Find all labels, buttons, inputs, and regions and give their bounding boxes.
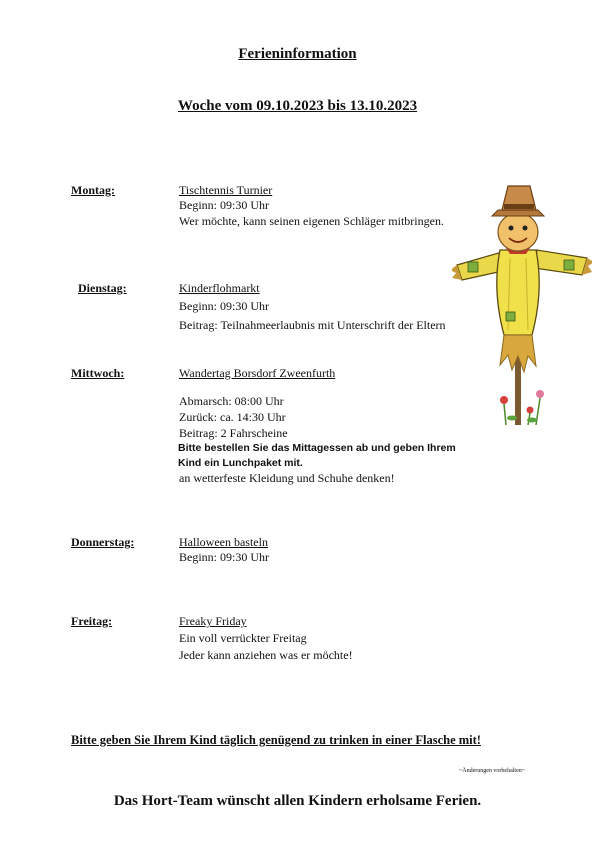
day-label-monday: Montag: <box>71 183 115 197</box>
lunch-note: Bitte bestellen Sie das Mittagessen ab und geben Ihrem <box>178 442 456 454</box>
changes-disclaimer: ~Änderungen vorbehalten~ <box>459 768 525 774</box>
tuesday-line: Beitrag: Teilnahmeerlaubnis mit Unterschrift der Eltern <box>179 318 446 332</box>
day-label-tuesday: Dienstag: <box>78 281 127 295</box>
day-label-friday: Freitag: <box>71 614 113 628</box>
week-heading: Woche vom 09.10.2023 bis 13.10.2023 <box>177 98 418 114</box>
drinking-notice: Bitte geben Sie Ihrem Kind täglich genügend zu trinken in einer Flasche mit! <box>71 733 481 747</box>
monday-line: Beginn: 09:30 Uhr <box>179 198 269 212</box>
activity-monday: Tischtennis Turnier <box>179 183 273 197</box>
thursday-line: Beginn: 09:30 Uhr <box>179 550 269 564</box>
closing-message: Das Hort-Team wünscht allen Kindern erholsame Ferien. <box>113 793 482 809</box>
friday-line: Jeder kann anziehen was er möchte! <box>179 648 353 662</box>
monday-line: Wer möchte, kann seinen eigenen Schläger mitbringen. <box>179 214 444 228</box>
activity-wednesday: Wandertag Borsdorf Zweenfurth <box>179 366 336 380</box>
friday-line: Ein voll verrückter Freitag <box>179 631 307 645</box>
activity-thursday: Halloween basteln <box>179 535 268 549</box>
wednesday-line: Beitrag: 2 Fahrscheine <box>179 426 288 440</box>
wednesday-line: Zurück: ca. 14:30 Uhr <box>179 410 286 424</box>
wednesday-line: Abmarsch: 08:00 Uhr <box>179 394 284 408</box>
lunch-note: Kind ein Lunchpaket mit. <box>178 457 303 469</box>
tuesday-line: Beginn: 09:30 Uhr <box>179 299 269 313</box>
day-label-wednesday: Mittwoch: <box>71 366 125 380</box>
activity-tuesday: Kinderflohmarkt <box>179 281 260 295</box>
scarecrow-icon <box>452 180 592 430</box>
page-title: Ferieninformation <box>238 46 357 62</box>
wednesday-extra: an wetterfeste Kleidung und Schuhe denken! <box>179 471 395 485</box>
activity-friday: Freaky Friday <box>179 614 247 628</box>
day-label-thursday: Donnerstag: <box>71 535 135 549</box>
